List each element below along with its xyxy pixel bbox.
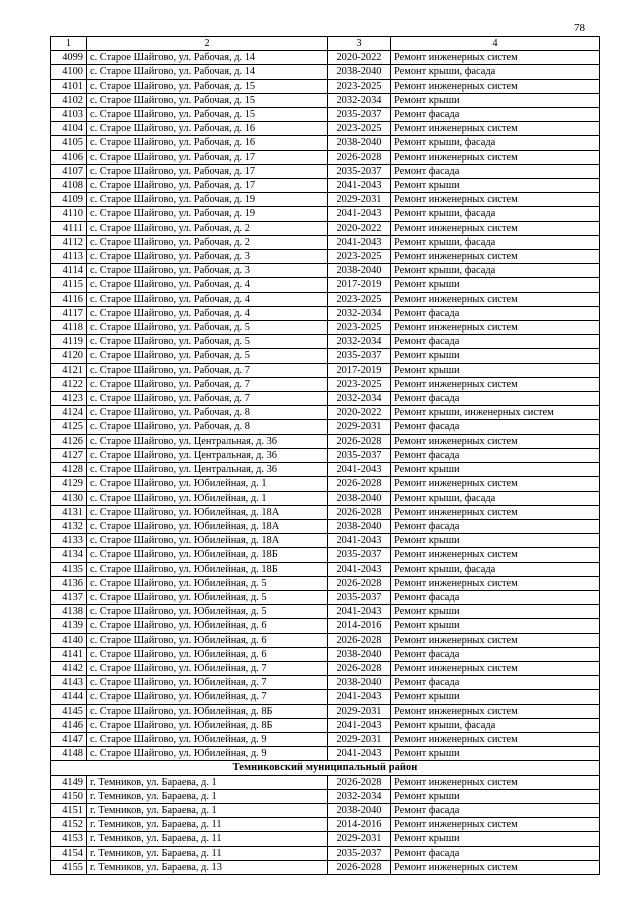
address-cell: г. Темников, ул. Бараева, д. 1 <box>87 803 328 817</box>
work-type-cell: Ремонт крыши <box>391 832 600 846</box>
work-type-cell: Ремонт инженерных систем <box>391 775 600 789</box>
page-number: 78 <box>574 22 585 34</box>
work-type-cell: Ремонт фасада <box>391 519 600 533</box>
period-cell: 2038-2040 <box>328 803 391 817</box>
table-row <box>51 676 600 690</box>
row-number-cell: 4120 <box>51 349 87 363</box>
row-number-cell: 4151 <box>51 803 87 817</box>
table-row <box>51 605 600 619</box>
section-title: Темниковский муниципальный район <box>51 761 600 775</box>
period-cell: 2032-2034 <box>328 93 391 107</box>
period-cell: 2035-2037 <box>328 846 391 860</box>
work-type-cell: Ремонт инженерных систем <box>391 193 600 207</box>
address-cell: с. Старое Шайгово, ул. Юбилейная, д. 6 <box>87 647 328 661</box>
row-number-cell: 4119 <box>51 335 87 349</box>
address-cell: с. Старое Шайгово, ул. Рабочая, д. 16 <box>87 122 328 136</box>
table-row <box>51 150 600 164</box>
table-row <box>51 65 600 79</box>
row-number-cell: 4100 <box>51 65 87 79</box>
repair-schedule-table <box>50 36 600 875</box>
address-cell: с. Старое Шайгово, ул. Рабочая, д. 2 <box>87 235 328 249</box>
row-number-cell: 4149 <box>51 775 87 789</box>
table-row <box>51 349 600 363</box>
address-cell: г. Темников, ул. Бараева, д. 11 <box>87 846 328 860</box>
row-number-cell: 4143 <box>51 676 87 690</box>
work-type-cell: Ремонт инженерных систем <box>391 150 600 164</box>
period-cell: 2032-2034 <box>328 392 391 406</box>
row-number-cell: 4147 <box>51 732 87 746</box>
address-cell: г. Темников, ул. Бараева, д. 11 <box>87 832 328 846</box>
work-type-cell: Ремонт инженерных систем <box>391 661 600 675</box>
address-cell: с. Старое Шайгово, ул. Рабочая, д. 4 <box>87 292 328 306</box>
period-cell: 2041-2043 <box>328 690 391 704</box>
period-cell: 2023-2025 <box>328 292 391 306</box>
address-cell: с. Старое Шайгово, ул. Юбилейная, д. 9 <box>87 732 328 746</box>
table-row <box>51 562 600 576</box>
work-type-cell: Ремонт инженерных систем <box>391 505 600 519</box>
address-cell: с. Старое Шайгово, ул. Рабочая, д. 17 <box>87 150 328 164</box>
row-number-cell: 4128 <box>51 463 87 477</box>
period-cell: 2026-2028 <box>328 576 391 590</box>
period-cell: 2035-2037 <box>328 448 391 462</box>
address-cell: г. Темников, ул. Бараева, д. 1 <box>87 789 328 803</box>
period-cell: 2041-2043 <box>328 534 391 548</box>
work-type-cell: Ремонт крыши, фасада <box>391 562 600 576</box>
table-row <box>51 732 600 746</box>
section-row <box>51 761 600 775</box>
row-number-cell: 4148 <box>51 747 87 761</box>
column-header: 4 <box>391 37 600 51</box>
period-cell: 2038-2040 <box>328 264 391 278</box>
work-type-cell: Ремонт инженерных систем <box>391 221 600 235</box>
table-row <box>51 122 600 136</box>
table-row <box>51 377 600 391</box>
work-type-cell: Ремонт инженерных систем <box>391 434 600 448</box>
row-number-cell: 4142 <box>51 661 87 675</box>
period-cell: 2017-2019 <box>328 278 391 292</box>
row-number-cell: 4105 <box>51 136 87 150</box>
work-type-cell: Ремонт крыши, инженерных систем <box>391 406 600 420</box>
row-number-cell: 4126 <box>51 434 87 448</box>
work-type-cell: Ремонт инженерных систем <box>391 477 600 491</box>
period-cell: 2023-2025 <box>328 321 391 335</box>
address-cell: с. Старое Шайгово, ул. Рабочая, д. 15 <box>87 93 328 107</box>
work-type-cell: Ремонт крыши, фасада <box>391 136 600 150</box>
period-cell: 2026-2028 <box>328 505 391 519</box>
row-number-cell: 4145 <box>51 704 87 718</box>
row-number-cell: 4110 <box>51 207 87 221</box>
work-type-cell: Ремонт инженерных систем <box>391 633 600 647</box>
work-type-cell: Ремонт крыши <box>391 789 600 803</box>
work-type-cell: Ремонт инженерных систем <box>391 818 600 832</box>
address-cell: с. Старое Шайгово, ул. Юбилейная, д. 8Б <box>87 718 328 732</box>
address-cell: с. Старое Шайгово, ул. Рабочая, д. 5 <box>87 335 328 349</box>
work-type-cell: Ремонт крыши, фасада <box>391 491 600 505</box>
table-row <box>51 463 600 477</box>
row-number-cell: 4153 <box>51 832 87 846</box>
address-cell: с. Старое Шайгово, ул. Рабочая, д. 16 <box>87 136 328 150</box>
section-group <box>51 761 600 775</box>
period-cell: 2038-2040 <box>328 136 391 150</box>
table-row <box>51 235 600 249</box>
address-cell: с. Старое Шайгово, ул. Юбилейная, д. 7 <box>87 690 328 704</box>
address-cell: с. Старое Шайгово, ул. Рабочая, д. 8 <box>87 420 328 434</box>
table-row <box>51 548 600 562</box>
column-header: 3 <box>328 37 391 51</box>
row-number-cell: 4144 <box>51 690 87 704</box>
address-cell: с. Старое Шайгово, ул. Юбилейная, д. 8Б <box>87 704 328 718</box>
table-row <box>51 690 600 704</box>
address-cell: с. Старое Шайгово, ул. Рабочая, д. 4 <box>87 306 328 320</box>
period-cell: 2020-2022 <box>328 221 391 235</box>
table-row <box>51 832 600 846</box>
address-cell: с. Старое Шайгово, ул. Юбилейная, д. 6 <box>87 633 328 647</box>
row-number-cell: 4112 <box>51 235 87 249</box>
address-cell: г. Темников, ул. Бараева, д. 13 <box>87 860 328 874</box>
address-cell: с. Старое Шайгово, ул. Рабочая, д. 7 <box>87 363 328 377</box>
period-cell: 2032-2034 <box>328 789 391 803</box>
work-type-cell: Ремонт крыши <box>391 179 600 193</box>
period-cell: 2020-2022 <box>328 406 391 420</box>
address-cell: с. Старое Шайгово, ул. Рабочая, д. 14 <box>87 51 328 65</box>
address-cell: с. Старое Шайгово, ул. Рабочая, д. 19 <box>87 207 328 221</box>
row-number-cell: 4139 <box>51 619 87 633</box>
table-row <box>51 193 600 207</box>
period-cell: 2038-2040 <box>328 676 391 690</box>
address-cell: с. Старое Шайгово, ул. Юбилейная, д. 7 <box>87 676 328 690</box>
row-number-cell: 4141 <box>51 647 87 661</box>
row-number-cell: 4102 <box>51 93 87 107</box>
table-row <box>51 491 600 505</box>
table-row <box>51 789 600 803</box>
rows-group-shaygovo <box>51 51 600 761</box>
table-row <box>51 79 600 93</box>
address-cell: с. Старое Шайгово, ул. Юбилейная, д. 18А <box>87 534 328 548</box>
period-cell: 2029-2031 <box>328 420 391 434</box>
row-number-cell: 4130 <box>51 491 87 505</box>
table-row <box>51 818 600 832</box>
table-row <box>51 363 600 377</box>
table-row <box>51 292 600 306</box>
table-row <box>51 846 600 860</box>
period-cell: 2038-2040 <box>328 491 391 505</box>
row-number-cell: 4132 <box>51 519 87 533</box>
address-cell: с. Старое Шайгово, ул. Юбилейная, д. 5 <box>87 576 328 590</box>
work-type-cell: Ремонт инженерных систем <box>391 292 600 306</box>
work-type-cell: Ремонт крыши <box>391 690 600 704</box>
table-row <box>51 136 600 150</box>
row-number-cell: 4099 <box>51 51 87 65</box>
period-cell: 2041-2043 <box>328 235 391 249</box>
work-type-cell: Ремонт фасада <box>391 306 600 320</box>
table-row <box>51 434 600 448</box>
period-cell: 2029-2031 <box>328 832 391 846</box>
table-row <box>51 619 600 633</box>
row-number-cell: 4114 <box>51 264 87 278</box>
work-type-cell: Ремонт инженерных систем <box>391 250 600 264</box>
table-row <box>51 704 600 718</box>
period-cell: 2017-2019 <box>328 363 391 377</box>
row-number-cell: 4121 <box>51 363 87 377</box>
period-cell: 2041-2043 <box>328 605 391 619</box>
work-type-cell: Ремонт крыши <box>391 363 600 377</box>
work-type-cell: Ремонт фасада <box>391 803 600 817</box>
table-row <box>51 633 600 647</box>
address-cell: с. Старое Шайгово, ул. Рабочая, д. 15 <box>87 108 328 122</box>
work-type-cell: Ремонт крыши <box>391 463 600 477</box>
period-cell: 2026-2028 <box>328 860 391 874</box>
table-row <box>51 519 600 533</box>
work-type-cell: Ремонт инженерных систем <box>391 51 600 65</box>
period-cell: 2041-2043 <box>328 747 391 761</box>
work-type-cell: Ремонт крыши <box>391 747 600 761</box>
address-cell: с. Старое Шайгово, ул. Рабочая, д. 7 <box>87 392 328 406</box>
table-row <box>51 392 600 406</box>
address-cell: с. Старое Шайгово, ул. Юбилейная, д. 5 <box>87 590 328 604</box>
work-type-cell: Ремонт крыши, фасада <box>391 207 600 221</box>
period-cell: 2023-2025 <box>328 79 391 93</box>
period-cell: 2026-2028 <box>328 633 391 647</box>
period-cell: 2041-2043 <box>328 463 391 477</box>
table-row <box>51 207 600 221</box>
period-cell: 2038-2040 <box>328 65 391 79</box>
address-cell: с. Старое Шайгово, ул. Юбилейная, д. 18Б <box>87 562 328 576</box>
address-cell: с. Старое Шайгово, ул. Юбилейная, д. 18А <box>87 519 328 533</box>
row-number-cell: 4104 <box>51 122 87 136</box>
address-cell: с. Старое Шайгово, ул. Рабочая, д. 8 <box>87 406 328 420</box>
period-cell: 2041-2043 <box>328 562 391 576</box>
address-cell: с. Старое Шайгово, ул. Центральная, д. 36 <box>87 448 328 462</box>
table-row <box>51 93 600 107</box>
address-cell: г. Темников, ул. Бараева, д. 11 <box>87 818 328 832</box>
row-number-cell: 4103 <box>51 108 87 122</box>
work-type-cell: Ремонт инженерных систем <box>391 732 600 746</box>
work-type-cell: Ремонт крыши, фасада <box>391 718 600 732</box>
row-number-cell: 4106 <box>51 150 87 164</box>
row-number-cell: 4117 <box>51 306 87 320</box>
table-row <box>51 164 600 178</box>
period-cell: 2041-2043 <box>328 718 391 732</box>
period-cell: 2041-2043 <box>328 179 391 193</box>
row-number-cell: 4118 <box>51 321 87 335</box>
work-type-cell: Ремонт инженерных систем <box>391 321 600 335</box>
row-number-cell: 4135 <box>51 562 87 576</box>
table-row <box>51 803 600 817</box>
row-number-cell: 4107 <box>51 164 87 178</box>
address-cell: с. Старое Шайгово, ул. Юбилейная, д. 7 <box>87 661 328 675</box>
address-cell: с. Старое Шайгово, ул. Рабочая, д. 15 <box>87 79 328 93</box>
address-cell: с. Старое Шайгово, ул. Рабочая, д. 19 <box>87 193 328 207</box>
table-row <box>51 278 600 292</box>
work-type-cell: Ремонт крыши <box>391 605 600 619</box>
table-row <box>51 590 600 604</box>
period-cell: 2029-2031 <box>328 193 391 207</box>
period-cell: 2041-2043 <box>328 207 391 221</box>
period-cell: 2014-2016 <box>328 619 391 633</box>
row-number-cell: 4152 <box>51 818 87 832</box>
address-cell: с. Старое Шайгово, ул. Юбилейная, д. 1 <box>87 477 328 491</box>
work-type-cell: Ремонт крыши <box>391 93 600 107</box>
row-number-cell: 4115 <box>51 278 87 292</box>
work-type-cell: Ремонт крыши <box>391 534 600 548</box>
row-number-cell: 4129 <box>51 477 87 491</box>
row-number-cell: 4122 <box>51 377 87 391</box>
row-number-cell: 4124 <box>51 406 87 420</box>
address-cell: с. Старое Шайгово, ул. Юбилейная, д. 6 <box>87 619 328 633</box>
table-row <box>51 335 600 349</box>
table-row <box>51 647 600 661</box>
table-row <box>51 420 600 434</box>
period-cell: 2026-2028 <box>328 775 391 789</box>
work-type-cell: Ремонт инженерных систем <box>391 79 600 93</box>
address-cell: г. Темников, ул. Бараева, д. 1 <box>87 775 328 789</box>
work-type-cell: Ремонт фасада <box>391 846 600 860</box>
address-cell: с. Старое Шайгово, ул. Рабочая, д. 17 <box>87 179 328 193</box>
row-number-cell: 4123 <box>51 392 87 406</box>
table-row <box>51 747 600 761</box>
table-row <box>51 860 600 874</box>
address-cell: с. Старое Шайгово, ул. Юбилейная, д. 5 <box>87 605 328 619</box>
period-cell: 2029-2031 <box>328 732 391 746</box>
period-cell: 2023-2025 <box>328 122 391 136</box>
table-row <box>51 250 600 264</box>
table-row <box>51 406 600 420</box>
row-number-cell: 4125 <box>51 420 87 434</box>
row-number-cell: 4116 <box>51 292 87 306</box>
period-cell: 2035-2037 <box>328 590 391 604</box>
work-type-cell: Ремонт крыши, фасада <box>391 235 600 249</box>
address-cell: с. Старое Шайгово, ул. Центральная, д. 36 <box>87 434 328 448</box>
period-cell: 2035-2037 <box>328 164 391 178</box>
table-row <box>51 179 600 193</box>
period-cell: 2026-2028 <box>328 661 391 675</box>
address-cell: с. Старое Шайгово, ул. Юбилейная, д. 18Б <box>87 548 328 562</box>
address-cell: с. Старое Шайгово, ул. Центральная, д. 36 <box>87 463 328 477</box>
work-type-cell: Ремонт фасада <box>391 590 600 604</box>
table-row <box>51 108 600 122</box>
row-number-cell: 4150 <box>51 789 87 803</box>
address-cell: с. Старое Шайгово, ул. Юбилейная, д. 18А <box>87 505 328 519</box>
address-cell: с. Старое Шайгово, ул. Юбилейная, д. 1 <box>87 491 328 505</box>
table-row <box>51 661 600 675</box>
period-cell: 2023-2025 <box>328 377 391 391</box>
row-number-cell: 4155 <box>51 860 87 874</box>
work-type-cell: Ремонт фасада <box>391 392 600 406</box>
table-row <box>51 775 600 789</box>
row-number-cell: 4113 <box>51 250 87 264</box>
column-header: 2 <box>87 37 328 51</box>
period-cell: 2029-2031 <box>328 704 391 718</box>
work-type-cell: Ремонт инженерных систем <box>391 704 600 718</box>
address-cell: с. Старое Шайгово, ул. Рабочая, д. 3 <box>87 264 328 278</box>
period-cell: 2026-2028 <box>328 150 391 164</box>
address-cell: с. Старое Шайгово, ул. Юбилейная, д. 9 <box>87 747 328 761</box>
period-cell: 2035-2037 <box>328 349 391 363</box>
period-cell: 2014-2016 <box>328 818 391 832</box>
work-type-cell: Ремонт инженерных систем <box>391 548 600 562</box>
table-row <box>51 264 600 278</box>
address-cell: с. Старое Шайгово, ул. Рабочая, д. 7 <box>87 377 328 391</box>
work-type-cell: Ремонт инженерных систем <box>391 377 600 391</box>
table-row <box>51 51 600 65</box>
address-cell: с. Старое Шайгово, ул. Рабочая, д. 14 <box>87 65 328 79</box>
row-number-cell: 4131 <box>51 505 87 519</box>
table-row <box>51 306 600 320</box>
period-cell: 2035-2037 <box>328 548 391 562</box>
work-type-cell: Ремонт фасада <box>391 420 600 434</box>
work-type-cell: Ремонт фасада <box>391 335 600 349</box>
work-type-cell: Ремонт инженерных систем <box>391 860 600 874</box>
row-number-cell: 4138 <box>51 605 87 619</box>
row-number-cell: 4108 <box>51 179 87 193</box>
address-cell: с. Старое Шайгово, ул. Рабочая, д. 2 <box>87 221 328 235</box>
table-row <box>51 576 600 590</box>
period-cell: 2035-2037 <box>328 108 391 122</box>
row-number-cell: 4137 <box>51 590 87 604</box>
address-cell: с. Старое Шайгово, ул. Рабочая, д. 5 <box>87 349 328 363</box>
work-type-cell: Ремонт фасада <box>391 164 600 178</box>
period-cell: 2023-2025 <box>328 250 391 264</box>
row-number-cell: 4154 <box>51 846 87 860</box>
row-number-cell: 4109 <box>51 193 87 207</box>
work-type-cell: Ремонт крыши, фасада <box>391 264 600 278</box>
row-number-cell: 4146 <box>51 718 87 732</box>
work-type-cell: Ремонт фасада <box>391 448 600 462</box>
period-cell: 2032-2034 <box>328 335 391 349</box>
address-cell: с. Старое Шайгово, ул. Рабочая, д. 4 <box>87 278 328 292</box>
table-row <box>51 448 600 462</box>
row-number-cell: 4111 <box>51 221 87 235</box>
column-header: 1 <box>51 37 87 51</box>
table-row <box>51 534 600 548</box>
row-number-cell: 4140 <box>51 633 87 647</box>
work-type-cell: Ремонт инженерных систем <box>391 122 600 136</box>
period-cell: 2026-2028 <box>328 434 391 448</box>
row-number-cell: 4136 <box>51 576 87 590</box>
period-cell: 2020-2022 <box>328 51 391 65</box>
work-type-cell: Ремонт фасада <box>391 108 600 122</box>
period-cell: 2032-2034 <box>328 306 391 320</box>
table-row <box>51 477 600 491</box>
rows-group-temnikov <box>51 775 600 874</box>
work-type-cell: Ремонт крыши <box>391 349 600 363</box>
table-row <box>51 718 600 732</box>
work-type-cell: Ремонт фасада <box>391 647 600 661</box>
period-cell: 2038-2040 <box>328 647 391 661</box>
work-type-cell: Ремонт крыши <box>391 278 600 292</box>
address-cell: с. Старое Шайгово, ул. Рабочая, д. 3 <box>87 250 328 264</box>
table-row <box>51 321 600 335</box>
address-cell: с. Старое Шайгово, ул. Рабочая, д. 17 <box>87 164 328 178</box>
column-number-row <box>51 37 600 51</box>
row-number-cell: 4133 <box>51 534 87 548</box>
row-number-cell: 4101 <box>51 79 87 93</box>
row-number-cell: 4127 <box>51 448 87 462</box>
work-type-cell: Ремонт крыши <box>391 619 600 633</box>
work-type-cell: Ремонт фасада <box>391 676 600 690</box>
row-number-cell: 4134 <box>51 548 87 562</box>
period-cell: 2026-2028 <box>328 477 391 491</box>
table-row <box>51 221 600 235</box>
address-cell: с. Старое Шайгово, ул. Рабочая, д. 5 <box>87 321 328 335</box>
table-row <box>51 505 600 519</box>
period-cell: 2038-2040 <box>328 519 391 533</box>
work-type-cell: Ремонт инженерных систем <box>391 576 600 590</box>
work-type-cell: Ремонт крыши, фасада <box>391 65 600 79</box>
